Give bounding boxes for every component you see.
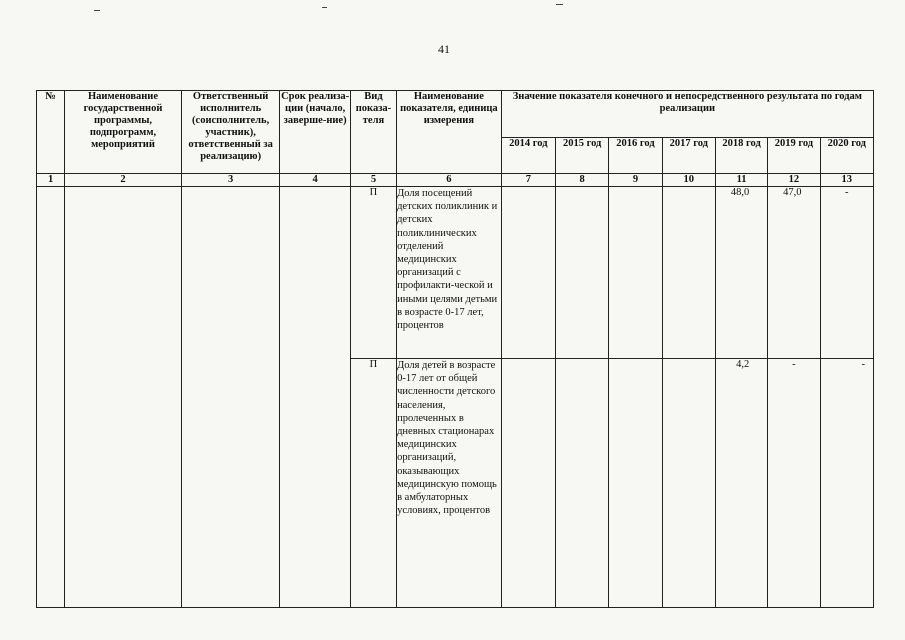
column-number: 10 [662, 174, 715, 187]
scan-speck [94, 10, 100, 11]
value-2018: 4,2 [715, 359, 767, 608]
header-indicator-name: Наименование показателя, единица измерения [397, 91, 502, 174]
value-2017 [662, 359, 715, 608]
value-2015 [556, 359, 609, 608]
value-2019: - [768, 359, 820, 608]
indicators-table [36, 90, 874, 608]
value-2020: - [820, 359, 873, 608]
value-2020: - [820, 187, 873, 359]
column-number: 1 [37, 174, 65, 187]
header-year-2015: 2015 год [556, 138, 609, 174]
header-year-2018: 2018 год [715, 138, 767, 174]
indicator-kind: П [350, 187, 396, 359]
value-2017 [662, 187, 715, 359]
value-2015 [556, 187, 609, 359]
indicator-name: Доля посещений детских поликлиник и детских поликлинических отделений медицинских организаций с профилакти-ческой и иными целями детьми в возрасте 0-17 лет, процентов [397, 187, 502, 359]
header-indicator-kind: Вид показа-теля [350, 91, 396, 174]
empty-cell-term [280, 187, 350, 608]
column-number: 6 [397, 174, 502, 187]
column-number: 9 [609, 174, 662, 187]
header-row-top [37, 91, 874, 138]
header-year-2016: 2016 год [609, 138, 662, 174]
scan-speck [556, 4, 563, 5]
column-number: 12 [768, 174, 820, 187]
column-numbers-row [37, 174, 874, 187]
empty-cell-program [65, 187, 182, 608]
column-number: 13 [820, 174, 873, 187]
empty-cell-executor [181, 187, 280, 608]
header-year-2017: 2017 год [662, 138, 715, 174]
column-number: 8 [556, 174, 609, 187]
header-values-group: Значение показателя конечного и непосредственного результата по годам реализации [501, 91, 873, 138]
scan-speck [322, 7, 327, 8]
header-term: Срок реализа-ции (начало, заверше-ние) [280, 91, 350, 174]
empty-cell-number [37, 187, 65, 608]
value-2014 [501, 187, 555, 359]
indicator-name: Доля детей в возрасте 0-17 лет от общей численности детского населения, пролеченных в дневных стационарах медицинских организаций, оказывающих медицинскую помощь в амбулаторных условиях, процентов [397, 359, 502, 608]
header-executor: Ответственный исполнитель (соисполнитель, участник), ответственный за реализацию) [181, 91, 280, 174]
value-2019: 47,0 [768, 187, 820, 359]
page-number: 41 [438, 42, 450, 56]
column-number: 11 [715, 174, 767, 187]
column-number: 4 [280, 174, 350, 187]
indicator-kind: П [350, 359, 396, 608]
header-year-2014: 2014 год [501, 138, 555, 174]
column-number: 7 [501, 174, 555, 187]
column-number: 5 [350, 174, 396, 187]
column-number: 2 [65, 174, 182, 187]
value-2016 [609, 359, 662, 608]
header-number: № [37, 91, 65, 174]
column-number: 3 [181, 174, 280, 187]
header-year-2020: 2020 год [820, 138, 873, 174]
value-2018: 48,0 [715, 187, 767, 359]
value-2014 [501, 359, 555, 608]
header-program-name: Наименование государственной программы, подпрограмм, мероприятий [65, 91, 182, 174]
table-row [37, 187, 874, 359]
header-year-2019: 2019 год [768, 138, 820, 174]
value-2016 [609, 187, 662, 359]
